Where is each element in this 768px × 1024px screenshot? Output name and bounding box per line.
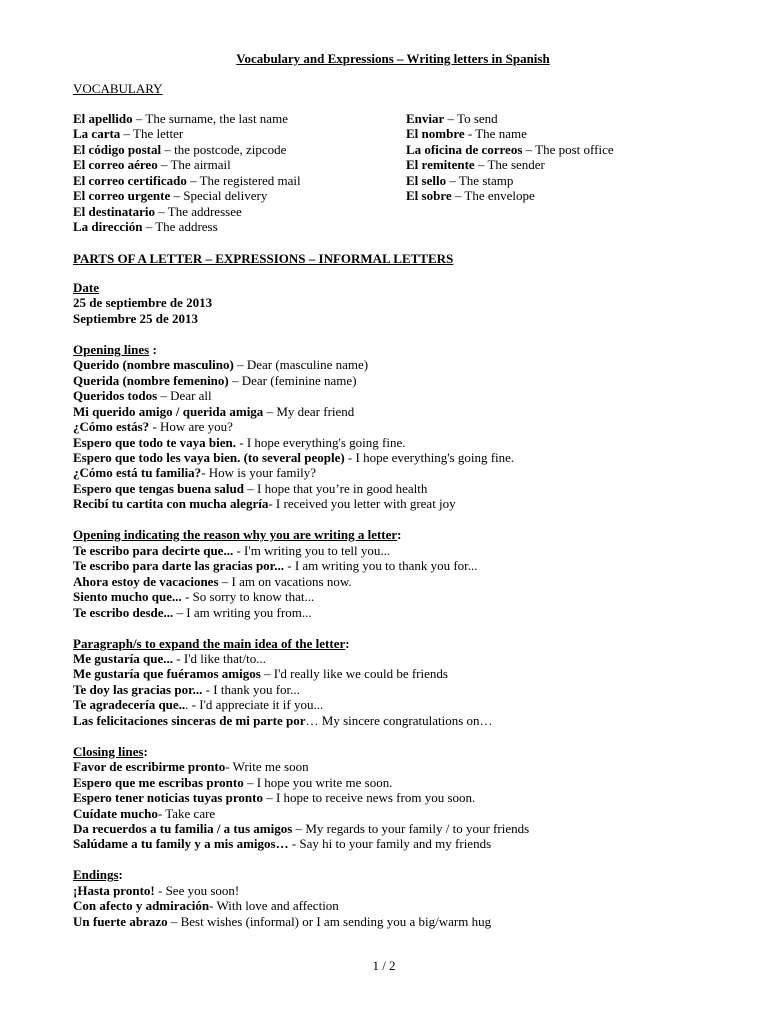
section-subheading	[73, 527, 713, 542]
closing-lines-section	[73, 744, 713, 852]
expression-line	[73, 589, 713, 604]
spanish-term: El correo urgente	[73, 188, 171, 204]
spanish-term: Querida (nombre femenino)	[73, 372, 229, 388]
page-number: 1 / 2	[372, 958, 396, 973]
paragraphs-section	[73, 636, 713, 729]
spanish-term: Espero tener noticias tuyas pronto	[73, 790, 263, 806]
spanish-term: Te escribo para decirte que...	[73, 542, 234, 558]
expression-line	[73, 898, 713, 913]
expression-line	[73, 713, 713, 728]
english-translation: - With love and affection	[209, 898, 339, 914]
english-translation: - I hope everything's going fine.	[236, 434, 406, 450]
english-translation: - How are you?	[149, 419, 233, 435]
english-translation: – The envelope	[451, 188, 535, 204]
expression-line	[73, 821, 713, 836]
english-translation: … My sincere congratulations on…	[305, 712, 493, 728]
spanish-term: Con afecto y admiración	[73, 898, 210, 914]
english-translation: – To send	[444, 110, 498, 126]
opening-lines-section	[73, 342, 713, 512]
english-translation: – Dear all	[157, 388, 212, 404]
date-heading: Date	[73, 279, 99, 295]
english-translation: – Best wishes (informal) or I am sending you a big/warm hug	[167, 913, 492, 929]
subheading-text: Endings	[73, 867, 119, 883]
english-translation: – The address	[142, 219, 218, 235]
spanish-term: El correo certificado	[73, 172, 187, 188]
subheading-text: Closing lines	[73, 743, 144, 759]
english-translation: . - I'd appreciate it if you...	[185, 697, 324, 713]
spanish-term: Recibí tu cartita con mucha alegría	[73, 496, 269, 512]
english-translation: – The sender	[474, 157, 545, 173]
english-translation: - Say hi to your family and my friends	[288, 836, 492, 852]
expression-line	[73, 157, 406, 172]
expression-line	[73, 373, 713, 388]
english-translation: - I'd like that/to...	[173, 651, 266, 666]
english-translation: - I'm writing you to tell you...	[233, 542, 391, 558]
spanish-term: ¿Cómo estás?	[73, 419, 150, 435]
spanish-term: Ahora estoy de vacaciones	[73, 573, 219, 589]
document-page	[73, 51, 713, 945]
section-subheading	[73, 636, 713, 651]
english-translation: – The post office	[522, 141, 614, 157]
english-translation: - Take care	[157, 805, 216, 821]
english-translation: – Dear (feminine name)	[228, 372, 357, 388]
endings-section	[73, 867, 713, 929]
expression-line	[73, 404, 713, 419]
spanish-term: Da recuerdos a tu familia / a tus amigos	[73, 821, 293, 837]
english-translation: – I hope you write me soon.	[243, 774, 393, 790]
spanish-term: El nombre	[406, 126, 468, 142]
expression-line	[73, 219, 406, 234]
expression-line	[73, 388, 713, 403]
expression-line	[406, 126, 706, 141]
document-title: Vocabulary and Expressions – Writing letters in Spanish	[236, 51, 550, 66]
english-translation: – My dear friend	[263, 403, 355, 419]
spanish-term: ¿Cómo está tu familia?	[73, 465, 202, 481]
subheading-punctuation: :	[345, 635, 350, 651]
section-subheading	[73, 342, 713, 357]
subheading-punctuation: :	[149, 341, 157, 357]
english-translation: – The airmail	[157, 157, 231, 173]
spanish-term: Espero que me escribas pronto	[73, 774, 244, 790]
english-translation: - I received you letter with great joy	[268, 496, 456, 512]
spanish-term: El remitente	[406, 157, 475, 173]
expression-line	[73, 806, 713, 821]
expression-line	[406, 188, 706, 203]
spanish-term: Mi querido amigo / querida amiga	[73, 403, 264, 419]
english-translation: - I thank you for...	[202, 681, 300, 697]
expression-line	[73, 605, 713, 620]
expression-line	[73, 496, 713, 511]
subheading-text: Opening indicating the reason why you are writing a letter	[73, 527, 398, 543]
parts-heading: PARTS OF A LETTER – EXPRESSIONS – INFORMAL LETTERS	[73, 250, 454, 266]
spanish-term: Favor de escribirme pronto	[73, 759, 226, 775]
spanish-term: Me gustaría que...	[73, 651, 174, 666]
section-subheading	[73, 744, 713, 759]
english-translation: – the postcode, zipcode	[161, 141, 287, 157]
expression-line	[73, 450, 713, 465]
spanish-term: Te escribo para darte las gracias por...	[73, 558, 284, 574]
english-translation: – The surname, the last name	[132, 110, 288, 126]
english-translation: – I am writing you from...	[173, 604, 312, 620]
expression-line	[73, 883, 713, 898]
subheading-text: Opening lines	[73, 341, 150, 357]
expression-line	[73, 914, 713, 929]
spanish-term: Te escribo desde...	[73, 604, 174, 620]
english-translation: – The letter	[120, 126, 184, 142]
spanish-term: El sello	[406, 172, 447, 188]
spanish-term: Espero que todo te vaya bien.	[73, 434, 236, 450]
spanish-term: El apellido	[73, 110, 133, 126]
expression-line	[73, 666, 713, 681]
subheading-punctuation: :	[397, 527, 402, 543]
vocabulary-left-column	[73, 111, 406, 235]
vocabulary-heading: VOCABULARY	[73, 81, 163, 97]
spanish-term: El sobre	[406, 188, 452, 204]
expression-line	[73, 111, 406, 126]
english-translation: – I am on vacations now.	[218, 573, 352, 589]
expression-line	[73, 574, 713, 589]
vocabulary-right-column	[406, 111, 706, 235]
expression-line	[406, 111, 706, 126]
subheading-punctuation: :	[143, 743, 148, 759]
spanish-term: Espero que tengas buena salud	[73, 480, 244, 496]
english-translation: - How is your family?	[201, 465, 316, 481]
spanish-term: La carta	[73, 126, 121, 142]
expression-line	[73, 682, 713, 697]
spanish-term: Un fuerte abrazo	[73, 913, 168, 929]
expression-line	[73, 775, 713, 790]
spanish-term: Las felicitaciones sinceras de mi parte por	[73, 712, 306, 728]
english-translation: - The name	[467, 126, 527, 142]
expression-line	[406, 157, 706, 172]
spanish-term: La oficina de correos	[406, 141, 523, 157]
expression-line	[406, 142, 706, 157]
english-translation: – I hope that you’re in good health	[243, 480, 428, 496]
english-translation: - So sorry to know that...	[181, 589, 315, 605]
spanish-term: El código postal	[73, 141, 162, 157]
opening-reason-section	[73, 527, 713, 620]
expression-line	[73, 558, 713, 573]
date-section	[73, 280, 713, 326]
date-example: 25 de septiembre de 2013	[73, 295, 213, 311]
expression-line	[73, 357, 713, 372]
subheading-text: Paragraph/s to expand the main idea of the letter	[73, 635, 346, 651]
spanish-term: El destinatario	[73, 203, 155, 219]
english-translation: – The stamp	[446, 172, 514, 188]
expression-line	[73, 836, 713, 851]
spanish-term: Me gustaría que fuéramos amigos	[73, 666, 261, 682]
english-translation: – I hope to receive news from you soon.	[262, 790, 476, 806]
english-translation: - I am writing you to thank you for...	[284, 558, 478, 574]
date-example: Septiembre 25 de 2013	[73, 310, 199, 326]
spanish-term: Enviar	[406, 110, 445, 126]
expression-line	[73, 481, 713, 496]
spanish-term: Te doy las gracias por...	[73, 681, 203, 697]
expression-line	[73, 188, 406, 203]
spanish-term: ¡Hasta pronto!	[73, 882, 155, 898]
english-translation: – The addressee	[154, 203, 242, 219]
expression-line	[73, 142, 406, 157]
english-translation: – Special delivery	[170, 188, 268, 204]
expression-line	[73, 790, 713, 805]
spanish-term: Espero que todo les vaya bien. (to several people)	[73, 450, 345, 466]
expression-line	[73, 465, 713, 480]
section-subheading	[73, 867, 713, 882]
english-translation: - See you soon!	[154, 882, 240, 898]
expression-line	[73, 543, 713, 558]
expression-line	[73, 204, 406, 219]
english-translation: – The registered mail	[186, 172, 301, 188]
english-translation: – Dear (masculine name)	[233, 357, 369, 373]
spanish-term: Te agradecería que..	[73, 697, 186, 713]
expression-line	[73, 173, 406, 188]
expression-line	[73, 759, 713, 774]
expression-line	[73, 435, 713, 450]
spanish-term: Queridos todos	[73, 388, 158, 404]
english-translation: – I'd really like we could be friends	[260, 666, 448, 682]
spanish-term: Salúdame a tu family y a mis amigos…	[73, 836, 289, 852]
expression-line	[73, 697, 713, 712]
expression-line	[406, 173, 706, 188]
expression-line	[73, 651, 713, 666]
spanish-term: Cuídate mucho	[73, 805, 158, 821]
spanish-term: La dirección	[73, 219, 143, 235]
english-translation: - I hope everything's going fine.	[344, 450, 515, 466]
expression-line	[73, 419, 713, 434]
subheading-punctuation: :	[118, 867, 123, 883]
spanish-term: Siento mucho que...	[73, 589, 182, 605]
spanish-term: El correo aéreo	[73, 157, 158, 173]
vocabulary-list	[73, 111, 713, 235]
spanish-term: Querido (nombre masculino)	[73, 357, 234, 373]
expression-line	[73, 126, 406, 141]
english-translation: – My regards to your family / to your friends	[292, 821, 530, 837]
english-translation: - Write me soon	[225, 759, 309, 775]
